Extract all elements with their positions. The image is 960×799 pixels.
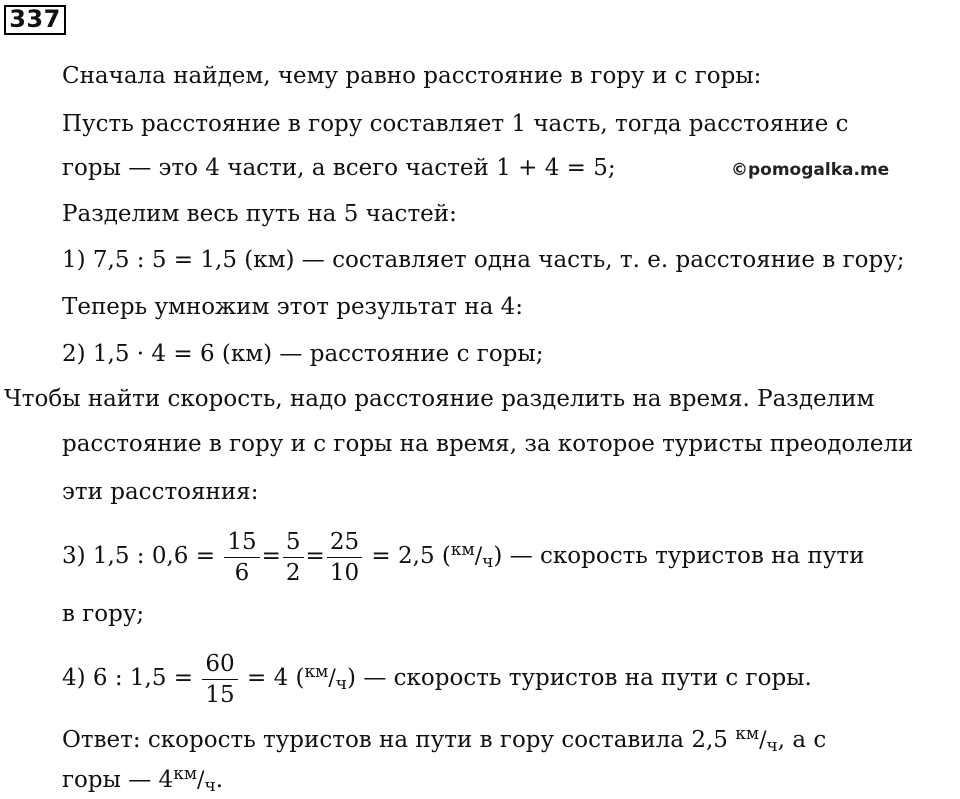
numerator: 15 [224, 527, 259, 558]
denominator: 15 [205, 681, 235, 708]
fraction-15-6 [224, 527, 259, 588]
unit-top: км [735, 724, 760, 744]
answer-start: Ответ: скорость туристов на пути в гору составила 2,5 [62, 727, 728, 753]
text-line-9: расстояние в гору и с горы на время, за которое туристы преодолели [62, 431, 914, 457]
denominator: 6 [234, 559, 250, 586]
unit-bottom: ч [482, 552, 494, 572]
unit-bottom: ч [766, 736, 778, 756]
answer-line-1 [62, 726, 826, 756]
fraction-5-2 [283, 527, 304, 588]
formula-line-4 [62, 642, 812, 716]
text-line-10: эти расстояния: [62, 479, 259, 505]
denominator: 10 [329, 559, 360, 586]
answer-2-tail: . [215, 767, 224, 793]
text-line-2: Пусть расстояние в гору составляет 1 часть, тогда расстояние с [62, 111, 849, 137]
unit-kmh [735, 724, 778, 756]
text-line-8: Чтобы найти скорость, надо расстояние разделить на время. Разделим [4, 386, 875, 412]
denominator: 2 [285, 559, 301, 586]
unit-kmh [173, 764, 216, 796]
text-line-3: горы — это 4 части, а всего частей 1 + 4 = 5; [62, 155, 616, 181]
unit-slash: / [328, 666, 336, 691]
unit-slash: / [474, 544, 483, 569]
formula-4-tail: — скорость туристов на пути с горы. [363, 665, 812, 691]
formula-4-start: 4) 6 : 1,5 = [62, 665, 194, 691]
unit-kmh [451, 521, 494, 594]
text-line-7: 2) 1,5 · 4 = 6 (км) — расстояние с горы; [62, 341, 544, 367]
answer-line-2 [62, 766, 223, 796]
equals-sign: = [305, 543, 325, 569]
text-line-5: 1) 7,5 : 5 = 1,5 (км) — составляет одна часть, т. е. расстояние в гору; [62, 247, 905, 273]
unit-top: км [173, 764, 198, 784]
numerator: 25 [327, 527, 362, 558]
formula-3-start: 3) 1,5 : 0,6 = [62, 543, 216, 569]
formula-4-value: = 4 ( [247, 665, 305, 691]
unit-slash: / [197, 768, 205, 793]
formula-3-value: = 2,5 ( [371, 543, 451, 569]
paren-close: ) [493, 543, 503, 569]
text-line-1: Сначала найдем, чему равно расстояние в гору и с горы: [62, 63, 762, 89]
unit-bottom: ч [204, 776, 216, 796]
answer-tail: , а с [777, 727, 827, 753]
unit-bottom: ч [335, 674, 348, 694]
numerator: 5 [283, 527, 304, 558]
text-line-6: Теперь умножим этот результат на 4: [62, 294, 523, 320]
unit-top: км [450, 540, 475, 560]
unit-kmh [305, 643, 348, 716]
watermark: ©pomogalka.me [731, 160, 890, 180]
text-line-12: в гору; [62, 601, 145, 627]
equals-sign: = [261, 543, 281, 569]
fraction-60-15 [202, 649, 237, 710]
text-line-4: Разделим весь путь на 5 частей: [62, 201, 457, 227]
numerator: 60 [202, 649, 237, 680]
formula-3-tail: — скорость туристов на пути [509, 543, 865, 569]
answer-2-start: горы — 4 [62, 767, 174, 793]
fraction-25-10 [327, 527, 362, 588]
formula-line-3 [62, 520, 864, 594]
paren-close: ) [347, 665, 357, 691]
unit-top: км [304, 662, 329, 682]
problem-number: 337 [4, 5, 66, 35]
unit-slash: / [759, 728, 767, 753]
